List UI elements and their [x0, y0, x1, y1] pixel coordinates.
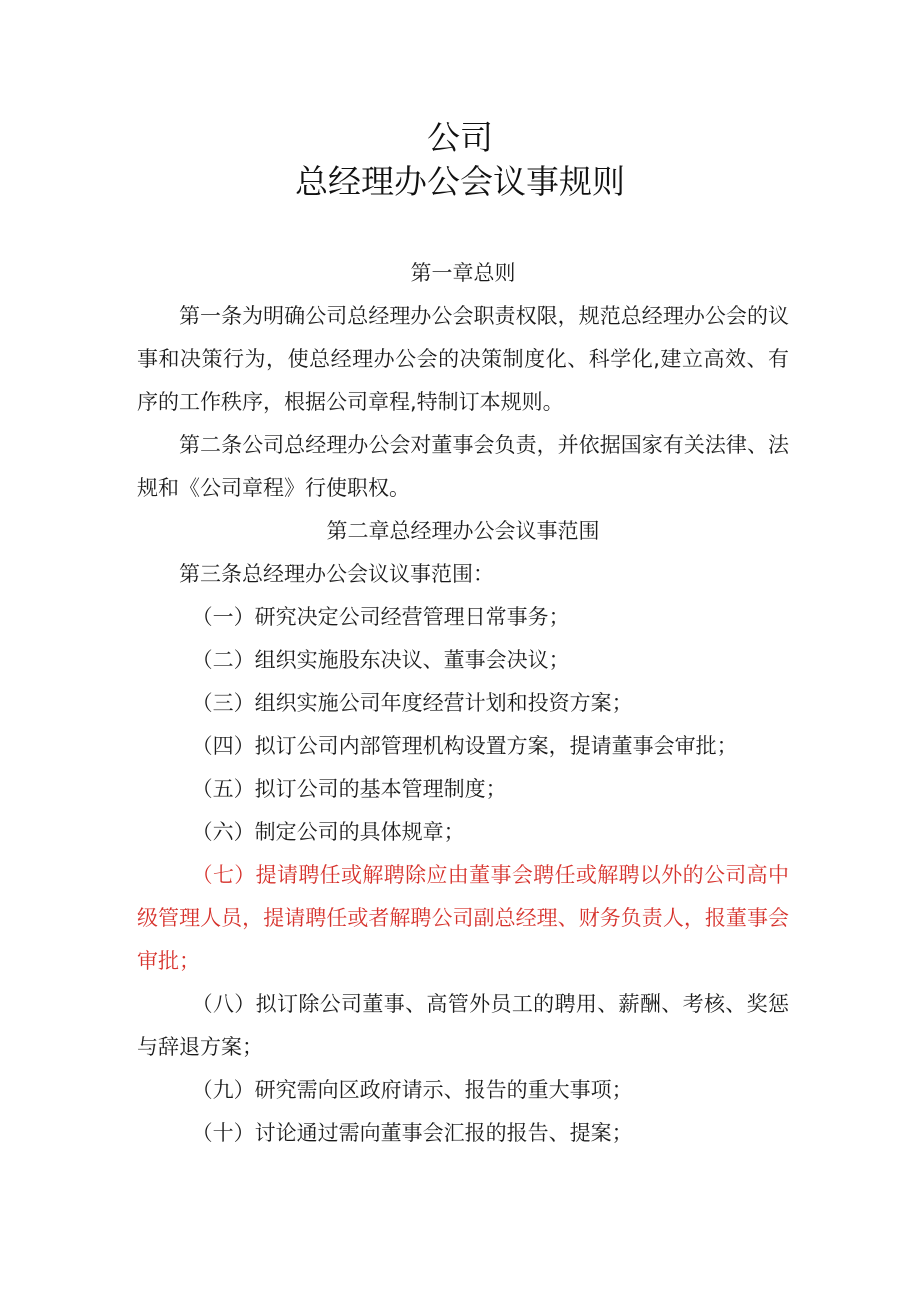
list-item: （十）讨论通过需向董事会汇报的报告、提案； [191, 1121, 633, 1145]
list-item-highlighted: （七）提请聘任或解聘除应由董事会聘任或解聘以外的公司高中级管理人员，提请聘任或者解聘公司副总经理、财务负责人，报董事会审批； [137, 863, 789, 973]
list-item: （三）组织实施公司年度经营计划和投资方案； [191, 691, 633, 715]
list-item: （六）制定公司的具体规章； [191, 820, 465, 844]
document-body [137, 252, 789, 1155]
list-item: （八）拟订除公司董事、高管外员工的聘用、薪酬、考核、奖惩与辞退方案； [137, 992, 789, 1059]
chapter-heading-1: 第一章总则 [410, 261, 516, 285]
list-item: （一）研究决定公司经营管理日常事务； [191, 605, 570, 629]
list-item: （五）拟订公司的基本管理制度； [191, 777, 507, 801]
list-item: （四）拟订公司内部管理机构设置方案，提请董事会审批； [191, 734, 738, 758]
chapter-heading-2: 第二章总经理办公会议事范围 [326, 519, 600, 543]
article-1: 第一条为明确公司总经理办公会职责权限，规范总经理办公会的议事和决策行为，使总经理办公会的决策制度化、科学化,建立高效、有序的工作秩序，根据公司章程,特制订本规则。 [137, 304, 789, 414]
list-item: （二）组织实施股东决议、董事会决议； [191, 648, 570, 672]
document-title-line1: 公司 [427, 118, 493, 157]
list-item: （九）研究需向区政府请示、报告的重大事项； [191, 1078, 633, 1102]
document-title-line2: 总经理办公会议事规则 [295, 162, 625, 201]
article-2: 第二条公司总经理办公会对董事会负责，并依据国家有关法律、法规和《公司章程》行使职权。 [137, 433, 789, 500]
article-3: 第三条总经理办公会议议事范围： [179, 562, 494, 586]
